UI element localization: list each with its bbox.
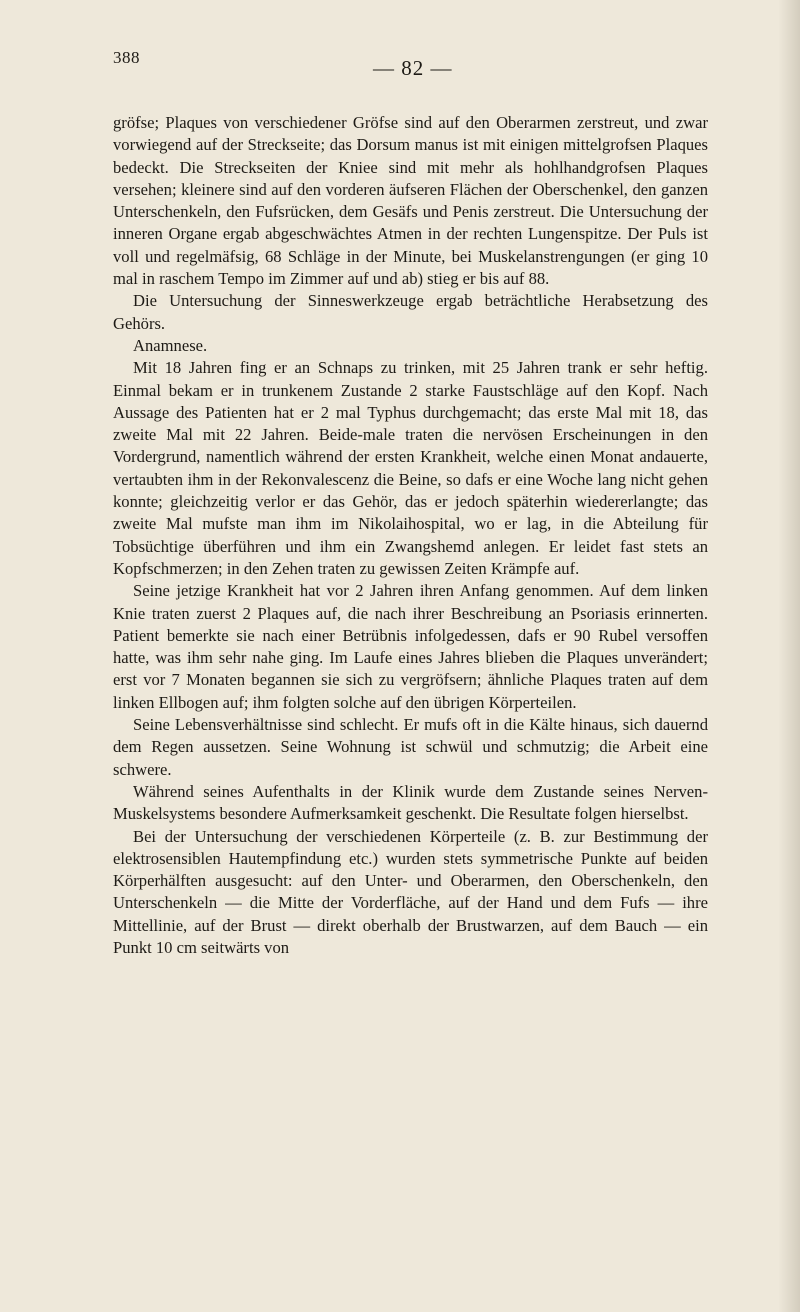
- section-heading-anamnese: Anamnese.: [133, 335, 208, 355]
- page-edge-shadow: [778, 0, 800, 1312]
- body-text: [113, 112, 708, 959]
- page-number: — 82 —: [373, 56, 453, 80]
- paragraph-examination-method: Bei der Untersuchung der verschiedenen Körperteile (z. B. zur Bestimmung der elektrosensiblen Hautempfindung etc.) wurden stets symmetrische Punkte auf beiden Körperhälften ausgesucht: auf den Unter- und Oberarmen, den Oberschenkeln, den Unterschenkeln — die Mitte der Vorderfläche, auf der Hand und dem Fufs — ihre Mittellinie, auf der Brust — direkt oberhalb der Brustwarzen, auf dem Bauch — ein Punkt 10 cm seitwärts von: [113, 826, 708, 957]
- paragraph-sense-organs: Die Untersuchung der Sinneswerkzeuge ergab beträchtliche Herabsetzung des Gehörs.: [113, 291, 708, 333]
- paragraph-findings: gröfse; Plaques von verschiedener Gröfse sind auf den Oberarmen zerstreut, und zwar vorwiegend auf der Streckseite; das Dorsum manus ist mit einigen mittelgrofsen Plaques bedeckt. Die Streckseiten der Kniee sind mit mehr als hohlhandgrofsen Plaques versehen; kleinere sind auf den vorderen äufseren Flächen der Oberschenkel, den ganzen Unterschenkeln, den Fufsrücken, dem Gesäfs und Penis zerstreut. Die Untersuchung der inneren Organe ergab abgeschwächtes Atmen in der rechten Lungenspitze. Der Puls ist voll und regelmäfsig, 68 Schläge in der Minute, bei Muskelanstrengungen (er ging 10 mal in raschem Tempo im Zimmer auf und ab) stieg er bis auf 88.: [113, 113, 708, 289]
- paragraph-history: Mit 18 Jahren fing er an Schnaps zu trinken, mit 25 Jahren trank er sehr heftig. Einmal bekam er in trunkenem Zustande 2 starke Faustschläge auf den Kopf. Nach Aussage des Patienten hat er 2 mal Typhus durchgemacht; das erste Mal mit 18, das zweite Mal mit 22 Jahren. Beide-male traten die nervösen Erscheinungen in den Vordergrund, namentlich während der ersten Krankheit, welche einen Monat andauerte, vertaubten ihm in der Rekonvalescenz die Beine, so dafs er eine Woche lang nicht gehen konnte; gleichzeitig verlor er das Gehör, das er jedoch späterhin wiedererlangte; das zweite Mal mufste man ihm im Nikolaihospital, wo er lag, in die Abteilung für Tobsüchtige überführen und ihm ein Zwangshemd anlegen. Er leidet fast stets an Kopfschmerzen; in den Zehen traten zu gewissen Zeiten Krämpfe auf.: [113, 358, 708, 578]
- paragraph-clinic-stay: Während seines Aufenthalts in der Klinik wurde dem Zustande seines Nerven-Muskelsystems besondere Aufmerksamkeit geschenkt. Die Resultate folgen hierselbst.: [113, 781, 708, 824]
- paragraph-living-conditions: Seine Lebensverhältnisse sind schlecht. Er mufs oft in die Kälte hinaus, sich dauernd dem Regen aussetzen. Seine Wohnung ist schwül und schmutzig; die Arbeit eine schwere.: [113, 715, 708, 779]
- page-header: [113, 48, 708, 88]
- paragraph-current-illness: Seine jetzige Krankheit hat vor 2 Jahren ihren Anfang genommen. Auf dem linken Knie traten zuerst 2 Plaques auf, die nach ihrer Beschreibung an Psoriasis erinnerten. Patient bemerkte sie nach einer Betrübnis infolgedessen, dafs er 90 Rubel versoffen hatte, was ihm sehr nahe ging. Im Laufe eines Jahres blieben die Plaques unverändert; erst vor 7 Monaten begannen sie sich zu vergröfsern; ähnliche Plaques traten auf dem linken Ellbogen auf; ihm folgten solche auf den übrigen Körperteilen.: [113, 581, 708, 712]
- folio-number: 388: [113, 48, 140, 67]
